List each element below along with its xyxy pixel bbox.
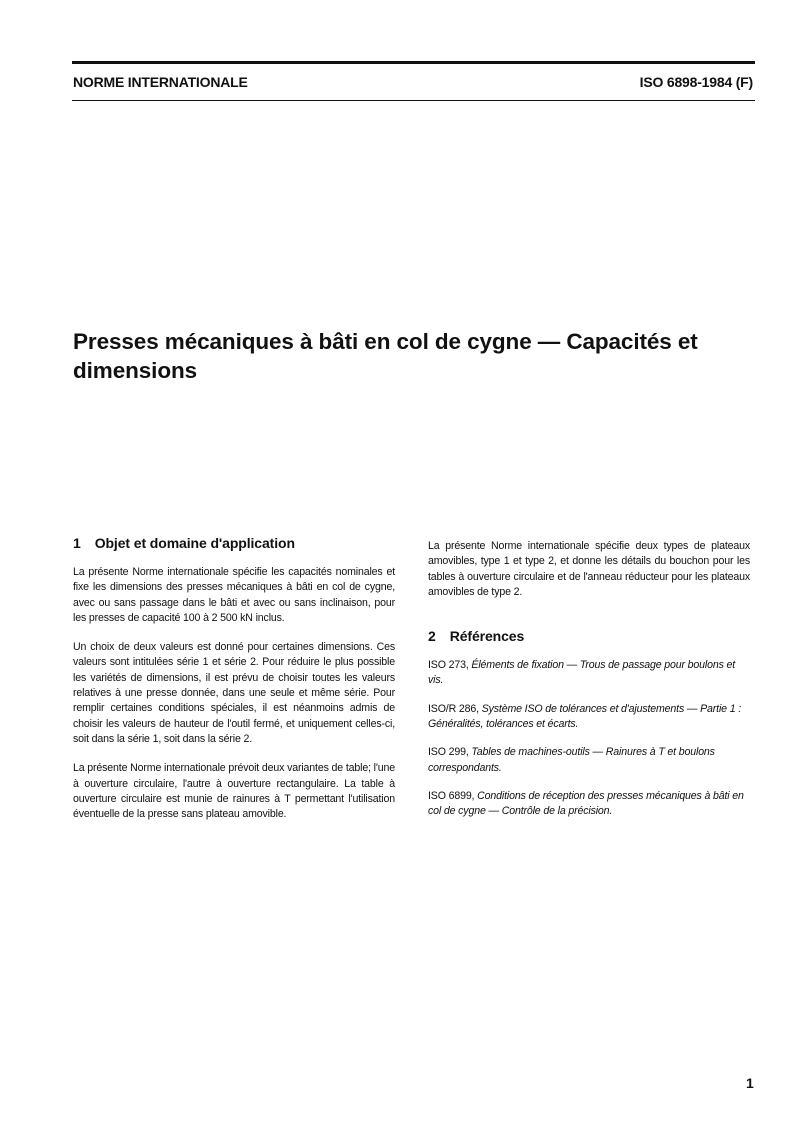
- reference-title: Système ISO de tolérances et d'ajustements — Partie 1 : Généralités, tolérances et écarts.: [428, 702, 742, 731]
- section-1-number: 1: [73, 535, 81, 551]
- reference-item: [428, 658, 750, 689]
- reference-title: Tables de machines-outils — Rainures à T et boulons correspondants.: [428, 746, 715, 774]
- right-column: [428, 539, 750, 833]
- section-2-heading: [428, 628, 750, 644]
- page-number: 1: [746, 1075, 754, 1091]
- section-2-title: Références: [449, 628, 525, 645]
- header-rule-bottom: [72, 100, 755, 101]
- document-title: Presses mécaniques à bâti en col de cygne — Capacités et dimensions: [73, 329, 698, 383]
- reference-title: Éléments de fixation — Trous de passage pour boulons et vis.: [428, 659, 736, 687]
- reference-item: [428, 789, 750, 820]
- section-1-paragraph: Un choix de deux valeurs est donné pour certaines dimensions. Ces valeurs sont intitulées série 1 et série 2. Pour réduire le plus possible les variétés de dimensions, il est prévu de choisir toutes les valeurs relatives à une presse donnée, dans une seule et même série. Pour remplir certaines conditions spéciales, il est néanmoins admis de choisir les valeurs de hauteur de l'outil fermé, et uniquement celles-ci, soit dans la série 1, soit dans la série 2.: [73, 641, 395, 745]
- reference-title: Conditions de réception des presses mécaniques à bâti en col de cygne — Contrôle de la précision.: [428, 789, 744, 818]
- reference-item: [428, 745, 750, 776]
- section-1-paragraph: La présente Norme internationale spécifie les capacités nominales et fixe les dimensions des presses mécaniques à bâti en col de cygne, avec ou sans passage dans le bâti et avec ou sans inclinaison, pour les presses de capacité 100 à 2 500 kN inclus.: [73, 566, 395, 624]
- reference-item: [428, 702, 750, 733]
- section-2-number: 2: [428, 628, 436, 645]
- section-1-heading: [73, 535, 395, 551]
- header-rule-top: [72, 61, 755, 64]
- reference-code: ISO 6899,: [428, 789, 475, 802]
- header-doc-type: NORME INTERNATIONALE: [73, 74, 248, 90]
- section-1-title: Objet et domaine d'application: [94, 535, 295, 551]
- left-column: [73, 535, 395, 836]
- section-1-paragraph: La présente Norme internationale prévoit deux variantes de table; l'une à ouverture circulaire, l'autre à ouverture rectangulaire. La table à ouverture circulaire est munie de rainures à T permettant l'utilisation éventuelle de la presse sans plateau amovible.: [73, 762, 395, 821]
- reference-code: ISO 299,: [428, 746, 469, 759]
- reference-code: ISO/R 286,: [428, 702, 479, 715]
- header-doc-code: ISO 6898-1984 (F): [639, 74, 753, 90]
- reference-code: ISO 273,: [428, 659, 469, 672]
- section-1-continuation: La présente Norme internationale spécifie deux types de plateaux amovibles, type 1 et type 2, et donne les détails du bouchon pour les tables à ouverture circulaire et de l'anneau réducteur pour les plateaux amovibles de type 2.: [428, 540, 750, 598]
